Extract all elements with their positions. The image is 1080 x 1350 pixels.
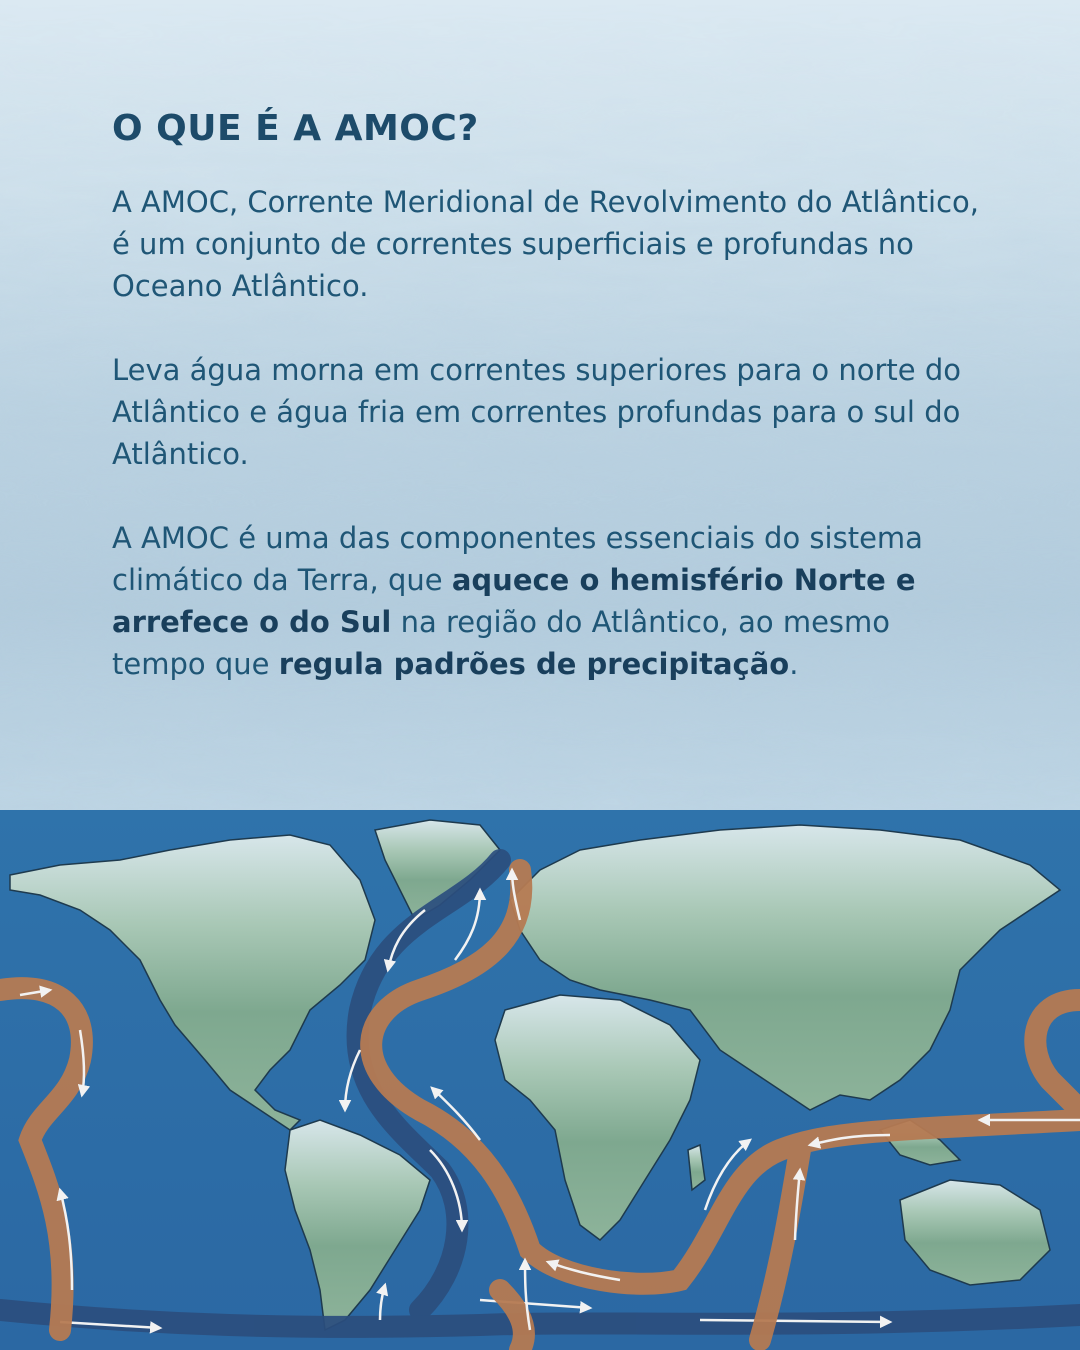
text-content <box>112 108 992 727</box>
page-title: O QUE É A AMOC? <box>112 108 479 149</box>
paragraph-transport: Leva água morna em correntes superiores para o norte do Atlântico e água fria em correntes profundas para o sul do Atlântico. <box>112 353 962 471</box>
paragraph-text: . <box>789 647 799 681</box>
paragraph-definition: A AMOC, Corrente Meridional de Revolvimento do Atlântico, é um conjunto de correntes superficiais e profundas no Oceano Atlântico. <box>112 185 979 303</box>
paragraph-text: A AMOC é uma das componentes essenciais do sistema climático da Terra, que <box>112 521 923 597</box>
highlight-hemisphere: aquece o hemisfério Norte e arrefece o do Sul <box>112 563 916 639</box>
world-map-ocean-currents-illustration <box>0 810 1080 1350</box>
paragraph-climate-role <box>112 517 992 685</box>
highlight-precipitation: regula padrões de precipitação <box>278 647 790 681</box>
paragraph-text: na região do Atlântico, ao mesmo tempo que <box>112 605 891 681</box>
